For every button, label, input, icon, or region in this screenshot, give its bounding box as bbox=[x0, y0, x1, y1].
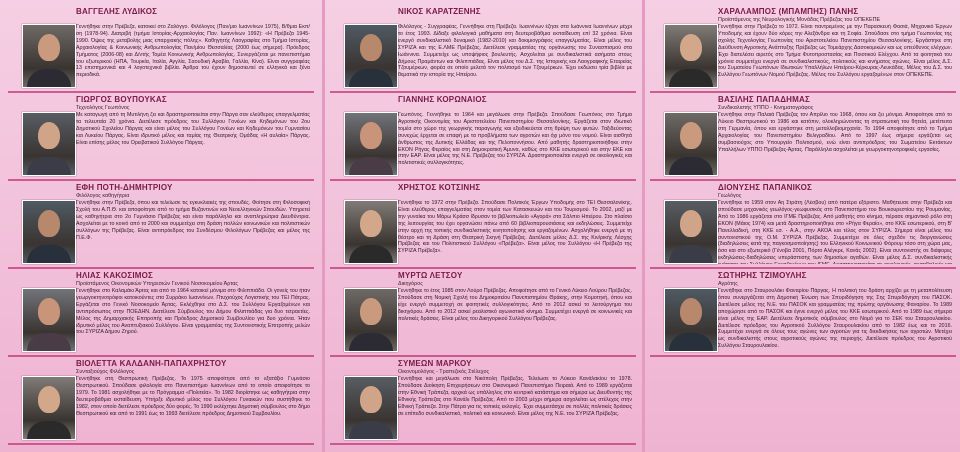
face-shape bbox=[38, 210, 60, 237]
shoulders-shape bbox=[27, 333, 71, 351]
candidate-photo bbox=[22, 288, 76, 352]
candidate-bio: Με καταγωγή από τη Μυτιλήνη ζει και δραστηριοποιείται στην Πάργα σαν ελεύθερος επαγγελματίας τα τελευταία 20 χρόνια. Διετέλεσε πρόεδρος του Συλλόγου Γονέων και Κηδεμόνων του 2ου Δημοτικού Σχολείου Πάργας και είναι μέλος του Συλλόγου Γονέων και Κηδεμόνων του Γυμνασίου και Λυκείου Πάργας. Είναι ιδρυτικό μέλος και ταμίας της Θεατρικής Ομάδας «Η αυλαία» Πάργας. Είναι επίσης μέλος του Ορειβατικού Συλλόγου Πάργας. bbox=[76, 112, 310, 146]
candidate-name: ΕΦΗ ΠΟΤΗ-ΔΗΜΗΤΡΙΟΥ bbox=[76, 183, 173, 192]
shoulders-shape bbox=[669, 69, 713, 87]
candidate-entry bbox=[330, 182, 636, 266]
candidate-entry bbox=[650, 182, 956, 266]
face-shape bbox=[38, 122, 60, 149]
candidate-entry bbox=[8, 6, 314, 90]
candidate-entry bbox=[8, 94, 314, 178]
column-divider bbox=[642, 0, 645, 452]
candidate-bio: Φιλόλογος - Συγγραφέας. Γεννήθηκε στη Πρέβεζα. Ιωαννίνων έζησε στα Ιωάννινα Ιωαννίνων μέχρι το έτος 1993. Δίδαξε φιλολογικά μαθήματα στη δευτεροβάθμια εκπαίδευση επί 32 χρόνια. Είναι ενεργό συνδικαλιστικό δυναμικό (1982-2010) και δοκιμιογράφος επαγγελματίας. Είναι μέλος του ΣΥΡΙΖΑ και της Ε.ΛΜΕ Πρέβεζας. Διετέλεσε γραμματέας της οργάνωσης του Συνασπισμού στα Ιωάννινα. Συμμετείχε ως υποψήφιος βουλευτής. Ασχολείται με συνδικαλιστικά ασήματα στους Δήμους Πραμάντων και Φιλιππιάδας. Είναι μέλος του Δ.Σ. της Ιστορικής και Λαογραφικής Εταιρείας Τζουμέρκων, φορέα σε οποίο μελετά τον πολιτισμό των Τζουμέρκων. Έχει εκδώσει τρία βιβλία με θεματικά την ιστορία της Ηπείρου. bbox=[398, 24, 632, 79]
face-shape bbox=[680, 298, 702, 325]
candidate-photo bbox=[664, 288, 718, 352]
shoulders-shape bbox=[27, 421, 71, 439]
candidate-role: Δικηγόρος bbox=[398, 281, 423, 287]
face-shape bbox=[38, 298, 60, 325]
candidate-bio: Γεννήθηκε το έτος 1985 στον Λούρο Πρέβεζας. Αποφοίτησε από το Γενικό Λύκειο Λούρου Πρέβεζας. Σπούδασε στη Νομική Σχολή του Δημοκριτείου Πανεπιστημίου Θράκης, στην Κομοτηνή, όπου και είχε ενεργό συμμετοχή σε φοιτητικές συλλογικότητες. Από το 2012 ασκεί το λειτούργημα του δικηγόρου. Από το 2012 ασκεί ρεαλιστικό αγωνιστικό κίνημα. Συμμετέχει ενεργά σε κοινωνικές και πολιτικές δράσεις. Είναι μέλος του Δικηγορικού Συλλόγου Πρέβεζας. bbox=[398, 288, 632, 322]
shoulders-shape bbox=[669, 157, 713, 175]
candidate-bio: Γεννήθηκε και μεγάλωσε στο Νικόπολη Πρέβεζας. Τελείωσε το Λύκειο Κανάλακίου το 1978. Σπούδασε Διοίκηση Επιχειρήσεων στο Οικονομικό Πανεπιστήμιο Πειραιά. Από το 1989 εργάζεται στην Εθνική Τράπεζα, αρχικά ως υπάλληλος στο κεντρικό κατάστημα και σήμερα ως Διευθυντής της Εθνικής Τράπεζας στο Κανάλι Πρέβεζας. Από το 2003 μέχρι σήμερα ασχολείται ως στέλεχος στην Εθνική Τράπεζα. Στην Πάτρα για τις τοπικές εκλογές. Έχει συμμετάσχει σε πολλές πολιτικές δράσεις σε επίπεδο συνδικαλιστικό, πολιτικό και κοινωνικό. Είναι μέλος της Ν.Ε. του ΣΥΡΙΖΑ Πρέβεζας. bbox=[398, 376, 632, 417]
candidate-photo bbox=[22, 200, 76, 264]
candidate-entry bbox=[8, 182, 314, 266]
candidate-photo bbox=[22, 24, 76, 88]
entry-divider bbox=[650, 355, 956, 357]
candidate-entry bbox=[650, 270, 956, 354]
entry-divider bbox=[330, 91, 636, 93]
candidate-name: ΣΥΜΕΩΝ ΜΑΡΚΟΥ bbox=[398, 359, 472, 368]
candidate-entry bbox=[650, 94, 956, 178]
candidate-bio: Γεννήθηκε στο Καλαμάκι Άρτας και από το 1964 κατοικεί μόνιμα στο Φιλιππιάδα. Οι γονείς του ήταν γεωργοκτηνοτρόφοι κατοικούντες στο Συρράκο Ιωαννίνων. Πτυχιούχος Λογιστικής του ΤΕΙ Πάτρας. Εργάζεται στο Γενικό Νοσοκομείο Άρτας. Εκλέχθηκε στο Δ.Σ. του Συλλόγου Εργαζομένων και αντιπρόσωπος στην ΠΟΕΔΗΝ. Διατέλεσε Σύμβουλος του Δήμου Φιλιππιάδας για δυο τετραετίες. Μέλος της Δημαρχιακής Επιτροπής και Πρόεδρος Δημοτικού Συμβουλίου για δυο χρόνια. Ήταν ιδρυτικό μέλος του Αναπτυξιακού Συλλόγου. Είναι γραμματέας της Συντονιστικής Επιτροπής μελών του ΣΥΡΙΖΑ Δήμου Ζηρού. bbox=[76, 288, 310, 336]
face-shape bbox=[360, 210, 382, 237]
face-shape bbox=[680, 122, 702, 149]
candidate-photo bbox=[344, 200, 398, 264]
candidate-photo bbox=[22, 112, 76, 176]
candidate-name: ΧΡΗΣΤΟΣ ΚΟΤΣΙΝΗΣ bbox=[398, 183, 481, 192]
shoulders-shape bbox=[349, 421, 393, 439]
candidate-name: ΒΑΓΓΕΛΗΣ ΛΥΔΙΚΟΣ bbox=[76, 7, 158, 16]
candidate-entry bbox=[8, 358, 314, 442]
candidate-role: Οικονομολόγος - Τραπεζικός Στέλεχος bbox=[398, 369, 490, 375]
entry-divider bbox=[330, 355, 636, 357]
candidate-bio: Γεννήθηκε στη Θεσπρωτική Πρέβεζας. Το 1975 αποφοίτησε από το εξατάξιο Γυμνάσιο Θεσπρωτικού. Σπούδασε φιλολογία στο Πανεπιστήμιο Ιωαννίνων από το οποίο αποφοίτησε το 1979. Το 1981 ασχολήθηκε με το Πρόγραμμα «Πολιτεία». Το 1982 διορίστηκε ως καθηγήτρια στην δευτεροβάθμια εκπαίδευση. Υπήρξε ιδρυτικό μέλος του Συλλόγου Γυναικών που συστήθηκε το 1982, στον οποίο διετέλεσε πρόεδρος δύο φορές. Το 1990 εκλέχτηκε Δημοτική σύμβουλος στο δήμο Θεσπρωτικού και από το 1991 έως το 1993 διετέλεσε πρόεδρος Δημοτικού Συμβουλίου. bbox=[76, 376, 310, 417]
candidate-bio: Γεννήθηκε στην Πρέβεζα, κατοικεί στο Ζαλόγγο. Φιλόλογος (Παν/μιο Ιωαννίνων 1975), Β/θμια Εκπ/ση (1978-94). Διατριβή (τμήμα Ιστορίας-Αρχαιολογίας Παν. Ιωαννίνων 1992): «Η Πρέβεζα 1945-1990. Όψεις της μεταβολής μιας επαρχιακής πόλης». Καθηγητής Λαογραφίας στο Τμήμα Ιστορίας, Αρχαιολογίας & Κοινωνικής Ανθρωπολογίας Παν/μίου Θεσσαλίας (2000 έως σήμερα). Πρόεδρος Τμήματος (2006-08) και Δ/ντής Τομέα Κοινωνικής Ανθρωπολογίας. Συνεργάζεται με πανεπιστήμια του εξωτερικού (ΗΠΑ, Τουρκία, Ιταλία, Αγγλία, Σαουδική Αραβία, Γαλλία, Κίνα). Είναι συγγραφέας 13 επιστημονικά και 4 λογοτεχνικά βιβλία. Άρθρα του έχουν δημοσιευτεί σε ελληνικά και ξένα περιοδικά. bbox=[76, 24, 310, 79]
shoulders-shape bbox=[349, 245, 393, 263]
candidate-bio: Γεννήθηκε στο Σταυρουλάκι Φαναρίου Πάργας. Η πολιτική του δράση αρχίζει με τη μεταπολίτευση όπου συνεργάζεται στη Δημοτική Ένωση των Σπυριδόγηση της Σης Σπυριδόγηση του ΠΑΣΟΚ. Διετέλεσε μέλος της Ν.Ε. του ΠΑΣΟΚ και γραμματέας της πρώτης οργάνωσης Φαναρίου. Το 1989 αποχώρησε από το ΠΑΣΟΚ και έγινε ενεργό μέλος του ΚΚΕ εσωτερικού. Από το 1989 έως σήμερα είναι μέλος της ΕΑΡ. Διετέλεσε δημοτικός σύμβουλος στο Νομό για το ΣΕΚ του Σταυρουλακίου. Διετέλεσε πρόεδρος του Αγροτικού Συλλόγου Σταυρουλακίου από το 1982 έως και το 2016. Συμμετέχει ενεργά σε όλους τους αγώνες των αγροτών για τις διεκδικήσεις των αγροτών. Μετέχει ως συνδικαλιστής στους αγροτικούς αγώνες της περιοχής. Διετέλεσε πρόεδρος του Αγροτικού Συλλόγου Σταυρουλακίου. bbox=[718, 288, 952, 350]
entry-divider bbox=[650, 179, 956, 181]
candidate-photo bbox=[344, 112, 398, 176]
candidate-name: ΒΙΟΛΕΤΤΑ ΚΑΛΔΑΝΗ-ΠΑΠΑΧΡΗΣΤΟΥ bbox=[76, 359, 227, 368]
shoulders-shape bbox=[669, 245, 713, 263]
candidate-entry bbox=[330, 358, 636, 442]
entry-divider bbox=[330, 443, 636, 445]
candidate-name: ΧΑΡΑΛΑΜΠΟΣ (ΜΠΑΜΠΗΣ) ΠΑΝΗΣ bbox=[718, 7, 859, 16]
entry-divider bbox=[650, 267, 956, 269]
candidate-role: Συνταξιούχος Φιλόλογος bbox=[76, 369, 135, 375]
candidate-photo bbox=[22, 376, 76, 440]
face-shape bbox=[360, 122, 382, 149]
candidate-entry bbox=[330, 270, 636, 354]
candidate-entry bbox=[8, 270, 314, 354]
face-shape bbox=[680, 210, 702, 237]
face-shape bbox=[360, 298, 382, 325]
candidate-photo bbox=[664, 200, 718, 264]
candidate-name: ΒΑΣΙΛΗΣ ΠΑΠΑΔΗΜΑΣ bbox=[718, 95, 810, 104]
entry-divider bbox=[330, 267, 636, 269]
entry-divider bbox=[8, 443, 314, 445]
candidate-photo bbox=[344, 24, 398, 88]
candidate-bio: Γεννήθηκε στην Παλαιά Πρέβεζας τον Απρίλιο του 1968, όπου και ζει μόνιμα. Αποφοίτησε από το Λύκειο Θεσπρωτικού το 1986 και κατόπιν, ολοκληρώνοντας τη στρατιωτική του θητεία, μετέπειτα στη Γερμανία, όπου και εργάστηκε στη μεταλλοβιομηχανία. Το 1994 αποφοίτησε από το Τμήμα Αρχαιολογίας του Πανεπιστημίου Βελιγραδίου. Από το 1997 έως σήμερα εργάζεται ως συμβασιούχος στο Υπουργείο Πολιτισμού, ενώ είναι αντιπρόεδρος του Σωματείου Εκτάκτων Υπαλλήλων ΥΠΠΟ Πρέβεζας-Άρτας. Παράλληλα ασχολείται με γεωργοκτηνοτροφικές εργασίες. bbox=[718, 112, 952, 153]
entry-divider bbox=[8, 267, 314, 269]
candidate-photo bbox=[664, 24, 718, 88]
candidate-role: Αγρότης bbox=[718, 281, 738, 287]
candidate-entry bbox=[330, 6, 636, 90]
shoulders-shape bbox=[349, 333, 393, 351]
candidate-name: ΔΙΟΝΥΣΗΣ ΠΑΠΑΝΙΚΟΣ bbox=[718, 183, 813, 192]
candidate-entry bbox=[650, 6, 956, 90]
shoulders-shape bbox=[349, 69, 393, 87]
shoulders-shape bbox=[349, 157, 393, 175]
face-shape bbox=[38, 34, 60, 61]
candidate-name: ΝΙΚΟΣ ΚΑΡΑΤΖΕΝΗΣ bbox=[398, 7, 481, 16]
candidate-role: Φιλόλογος καθηγήτρια bbox=[76, 193, 130, 199]
face-shape bbox=[680, 34, 702, 61]
candidate-role: Γεωλόγος bbox=[718, 193, 742, 199]
entry-divider bbox=[650, 91, 956, 93]
candidate-photo bbox=[344, 288, 398, 352]
column-1 bbox=[8, 6, 314, 446]
shoulders-shape bbox=[27, 69, 71, 87]
candidate-bio: Γεννήθηκε στην Πρέβεζα το 1972. Είναι παντρεμένος με την Παρασκευή Φασιά, Μηχανικό Έργων Υποδομής και έχουν δύο κόρες την Αλεξάνδρα και τη Σοφία. Σπούδασε στο τμήμα Γεωπονίας της σχολής Τεχνολογίας Γεωπονίας του Αριστοτελείου Πανεπιστημίου Θεσσαλονίκης. Εργάστηκε στη Διεύθυνση Αγροτικής Ανάπτυξης Πρέβεζας ως Τομεάρχης Δασοκομικών και ως υπεύθυνος ελέγχων. Έχει διατελέσει αιρετός στο Τμήμα Φυτοπροστασίας και Ποιοτικού Ελέγχου. Από τα φοιτητικά του χρόνια συμμετέχει ενεργά σε συνδικαλιστικούς, πολιτικούς και κινήματος αγώνες. Είναι μέλος Δ.Σ. του Συματείου Γεωπόνων Ιδιωτικών Υπαλλήλων Ηπείρου-Κέρκυρας-Λευκάδας. Μέλος του Δ.Σ. του Συλλόγου Γεωπόνων Νομού Πρέβεζας. Μέλος του Συλλόγου εργαζομένων στον ΟΠΕΚΕΠΕ. bbox=[718, 24, 952, 79]
candidate-role: Τεχνολόγος Γεωπόνος bbox=[76, 105, 130, 111]
candidate-entry bbox=[330, 94, 636, 178]
face-shape bbox=[360, 34, 382, 61]
column-divider bbox=[322, 0, 325, 452]
candidate-bio: Γεννήθηκε το 1959 στον Αη Στράτη (Λέσβου) από πατέρα εξόριστο. Μαθήτευσε στην Πρέβεζα και σπούδασε μηχανικός γεωλόγος-γεωφυσικός στο Πανεπιστήμιο του Βουκουρεστίου της Ρουμανίας. Από το 1986 εργάζεται στο ΙΓΜΕ Πρέβεζας. Από μαθητής στο κίνημα, πέρασε σημαντικό ρόλο στη ΕΚΟΝ (Μάιος 1974) και μετά δραστηριοποιήθηκε στο «Ρήγα Φεραίο», στο ΚΚΕ εσωτερικού, στη Β' Πανελλαδική, στη ΚΚΕ εσ. - Α.Α., στην ΑΚΟΑ και τέλος στον ΣΥΡΙΖΑ. Σήμερα είναι μέλος του συντονιστικού της Ο.Μ. ΣΥΡΙΖΑ Πρέβεζας. Συμμετέχει σε όλες σχεδόν τις διοργανώσεις (διαδηλώσεις κατά της παγκοσμιοποίησης) του Ελληνικού Κοινωνικού Φόρουμ τόσο στη χώρα μας, όσο και στο εξωτερικό (Γένοβα 2001, Πόρτο Αλέγκρε, Κανάς 2002). Είναι συντονιστής σε διάφορες εκδηλώσεις-διαδηλώσεις υπεράσπισης των δημοσίων αγαθών. Είναι μέλος Δ.Σ. συνδικαλιστικής bbox=[718, 200, 952, 262]
entry-divider bbox=[330, 179, 636, 181]
candidate-role: Προϊστάμενος της Νευρολογικής Μονάδας Πρέβεζας του ΟΠΕΚΕΠΕ bbox=[718, 17, 881, 23]
candidate-name: ΓΙΑΝΝΗΣ ΚΟΡΩΝΑΙΟΣ bbox=[398, 95, 487, 104]
column-3 bbox=[650, 6, 956, 358]
candidate-name: ΜΥΡΤΩ ΛΕΤΣΟΥ bbox=[398, 271, 463, 280]
candidate-photo bbox=[344, 376, 398, 440]
face-shape bbox=[38, 386, 60, 413]
candidate-bio: Γεννήθηκε το 1972 στην Πρέβεζα. Σπούδασε Πολιτικός Έργων Υποδομής στο ΤΕΙ Θεσσαλονίκης. Είναι ελεύθερος επαγγελματίας στον τομέα των Κατασκευών και του Τουρισμού. Το 2002, μαζί με την γυναίκα του Μάρω Κράσσ ίδρυσαν το βιβλιοπωλείο «Αγορά» στο Σάλπιο Ηπείρου. Στο πλαίσιο της λειτουργίας του έχει οργανώσει πάνω από 60 βιβλιοπαρουσιάσεις και εκδηλώσεις. Συμμετείχε στην αρχή της τοπικής συνδικαλιστικής κινητοποίησης και εργαζομένων. Ασχολήθηκε ενεργά με τη θέατρο και τη Δράση στη Θεατρική Σκηνή Πρέβεζας. Διετέλεσε μέλος Δ.Σ. της Κιν/ρικής Λέσχης Πρέβεζας και του Πολιτιστικού Συλλόγου «Πρέβεζα». Είναι μέλος του Συλλόγου «Η Πρέβεζα της ΣΥΡΙΖΑ Πρέβεζα». bbox=[398, 200, 632, 255]
entry-divider bbox=[8, 179, 314, 181]
candidate-role: Προϊστάμενος Οικονομικών Υπηρεσιών Γενικού Νοσοκομείου Άρτας bbox=[76, 281, 238, 287]
column-2 bbox=[330, 6, 636, 446]
candidate-photo bbox=[664, 112, 718, 176]
candidate-name: ΓΙΩΡΓΟΣ ΒΟΥΠΟΥΚΑΣ bbox=[76, 95, 167, 104]
candidate-bio: Γεννήθηκε στην Πρέβεζα, όπου και τελείωσε τις εγκυκλιακές της σπουδές. Φοίτησε στη Φιλοσοφική Σχολή του Α.Π.Θ. και αποφοίτησε από το τμήμα Βυζαντινών και Νεοελληνικών Σπουδών. Υπηρετεί ως καθηγήτρια στο 2ο Γυμνάσιο Πρέβεζας και είναι παράλληλα και αναπληρώτρια Διευθύντρια. Ασχολείται με το κοινό από το 2000 και συμμετέχει στη δράση πολλών κοινωνικών και πολιτιστικών συλλόγων της Πρέβεζας. Είναι αντιπρόεδρος του Συνδέσμου Φιλολόγων Πρέβεζας και μέλος της Π.Ε.Φ. bbox=[76, 200, 310, 241]
candidate-bio: Γεωπόνος. Γεννήθηκε το 1964 και μεγάλωσε στην Πρέβεζα. Σπούδασε Γεωπόνος στο Τμήμα Αγροτικής Οικονομίας του Αριστοτελείου Πανεπιστημίου Θεσσαλονίκης. Εργάζεται στον ιδιωτικό τομέα στο χώρο της γεωργικής παραγωγής και εξειδικεύεται στη θρέψη των φυτών. Ταξιδεύοντας συνεχώς έρχεται σε επαφή με τα προβλήματα των αγροτών και όχι μόνο του νομού. Είναι αισθητά άνθρωπος της Δυτικής Ελλάδας και της Πελοποννήσου. Από μαθητής δραστηριοποιήθηκε στην ΕΚΟΝ Ρήγας Φεραίος και στη Δημοκρατική Άμυνα, καθώς στο ΚΚΕ εσωτερικού και στην ΕΚΕ και στην ΕΑΡ. Είναι μέλος της Ν.Ε. Πρέβεζας του ΣΥΡΙΖΑ. Δραστηριοποιείται ενεργά σε οικολογικές και πολιτιστικές συλλογικότητες. bbox=[398, 112, 632, 167]
shoulders-shape bbox=[669, 333, 713, 351]
candidate-role: Συνδικαλιστής ΥΠΠΟ - Κινηματογράφος bbox=[718, 105, 814, 111]
shoulders-shape bbox=[27, 245, 71, 263]
candidate-name: ΗΛΙΑΣ ΚΑΚΟΣΙΜΟΣ bbox=[76, 271, 154, 280]
candidate-name: ΣΩΤΗΡΗΣ ΤΖΙΜΟΥΛΗΣ bbox=[718, 271, 807, 280]
entry-divider bbox=[8, 91, 314, 93]
entry-divider bbox=[8, 355, 314, 357]
shoulders-shape bbox=[27, 157, 71, 175]
face-shape bbox=[360, 386, 382, 413]
